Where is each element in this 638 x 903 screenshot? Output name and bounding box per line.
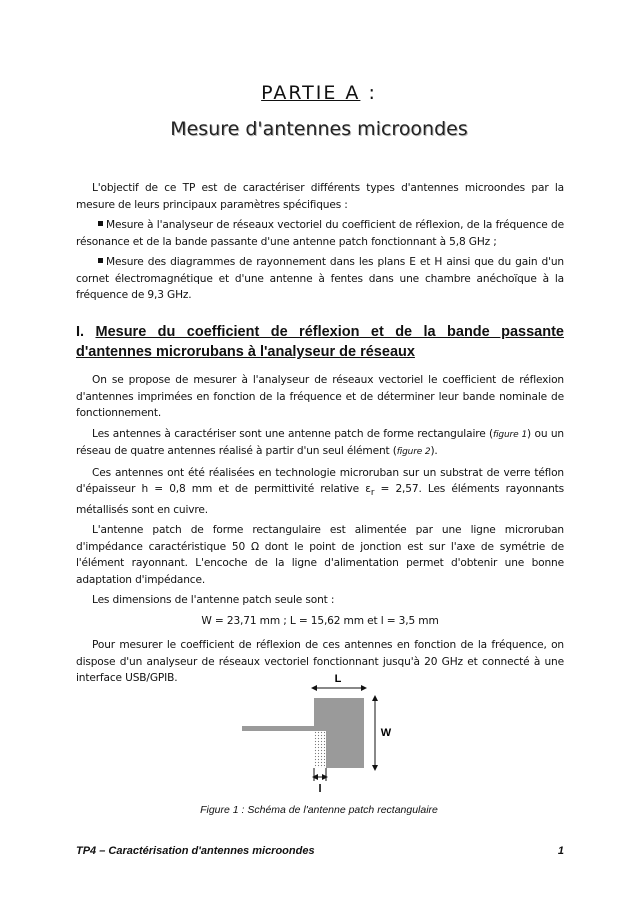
feed-line bbox=[242, 726, 326, 731]
intro-bullet-2 bbox=[76, 254, 564, 304]
figure-1-diagram bbox=[230, 668, 420, 793]
main-title: Mesure d'antennes microondes bbox=[170, 118, 468, 140]
section-title: Mesure du coefficient de réflexion et de la bande passante d'antennes microrubans à l'analyseur de réseaux bbox=[76, 324, 565, 360]
page-number: 1 bbox=[557, 845, 564, 857]
intro-bullet-1 bbox=[76, 217, 564, 250]
p2-text-b: ) ou un réseau de quatre antennes réalisé à partir d'un seul élément ( bbox=[76, 427, 564, 457]
part-title-colon: : bbox=[360, 82, 377, 104]
section-heading bbox=[76, 322, 564, 362]
p4-text-a: L'antenne patch de forme rectangulaire est alimentée par une ligne microruban d'impédance caractéristique 50 bbox=[76, 524, 564, 553]
p3-text-b: = 2,57. Les éléments rayonnants métallisés sont en cuivre. bbox=[76, 483, 565, 516]
p2-text-a: Les antennes à caractériser sont une antenne patch de forme rectangulaire ( bbox=[92, 427, 494, 440]
figure-1-ref: figure 1 bbox=[493, 429, 528, 440]
p3-text-a: Ces antennes ont été réalisées en technologie microruban sur un substrat de verre téflon d'épaisseur h = 0,8 mm et de permittivité relative ε bbox=[76, 466, 564, 495]
label-l: l bbox=[318, 783, 322, 793]
section-paragraph-5: Les dimensions de l'antenne patch seule sont : bbox=[92, 594, 335, 607]
section-paragraph-1: On se propose de mesurer à l'analyseur de réseaux vectoriel le coefficient de réflexion d'antennes imprimées en fonction de la fréquence et de déterminer leur bande nominale de fonctionnement. bbox=[76, 374, 564, 419]
intro-block bbox=[76, 180, 564, 308]
page-footer bbox=[76, 845, 564, 857]
section-paragraph-3 bbox=[76, 465, 564, 519]
section-paragraph-6: Pour mesurer le coefficient de réflexion de ces antennes en fonction de la fréquence, on dispose d'un analyseur de réseaux vectoriel fonctionnant jusqu'à 20 GHz et connecté à une interface USB/GPIB. bbox=[76, 639, 564, 685]
section-paragraph-2 bbox=[76, 426, 564, 461]
intro-paragraph: L'objectif de ce TP est de caractériser différents types d'antennes microondes par la mesure de leurs principaux paramètres spécifiques : bbox=[76, 182, 564, 211]
part-title bbox=[0, 82, 638, 104]
section-paragraph-4 bbox=[76, 522, 564, 588]
label-W: W bbox=[380, 727, 392, 739]
patch-antenna-svg bbox=[230, 668, 420, 793]
section-number: I. bbox=[76, 324, 85, 340]
section-body bbox=[76, 372, 564, 691]
p4-text-b: dont le point de jonction est sur l'axe de symétrie de l'élément rayonnant. L'encoche de la ligne d'alimentation permet d'obtenir une bonne adaptation d'impédance. bbox=[76, 540, 564, 586]
bullet-2-text: Mesure des diagrammes de rayonnement dans les plans E et H ainsi que du gain d'un cornet électromagnétique et d'une antenne à fentes dans une chambre anéchoïque à la fréquence de 9,3 GHz. bbox=[76, 256, 564, 301]
part-title-text: PARTIE A bbox=[261, 82, 361, 104]
p3-subscript: r bbox=[370, 488, 375, 499]
p2-text-c: ). bbox=[430, 445, 438, 457]
footer-title: TP4 – Caractérisation d'antennes microondes bbox=[76, 845, 315, 857]
label-L: L bbox=[334, 673, 342, 685]
figure-2-ref: figure 2 bbox=[396, 447, 431, 457]
dimensions-formula: W = 23,71 mm ; L = 15,62 mm et l = 3,5 mm bbox=[201, 614, 439, 627]
notch bbox=[314, 730, 326, 768]
bullet-square-icon bbox=[98, 221, 103, 226]
bullet-square-icon bbox=[98, 258, 103, 263]
bullet-1-text: Mesure à l'analyseur de réseaux vectoriel du coefficient de réflexion, de la fréquence de résonance et de la bande passante d'une antenne patch fonctionnant à 5,8 GHz ; bbox=[76, 219, 564, 248]
ohm-symbol: Ω bbox=[250, 540, 259, 553]
figure-1-caption: Figure 1 : Schéma de l'antenne patch rectangulaire bbox=[200, 804, 438, 816]
